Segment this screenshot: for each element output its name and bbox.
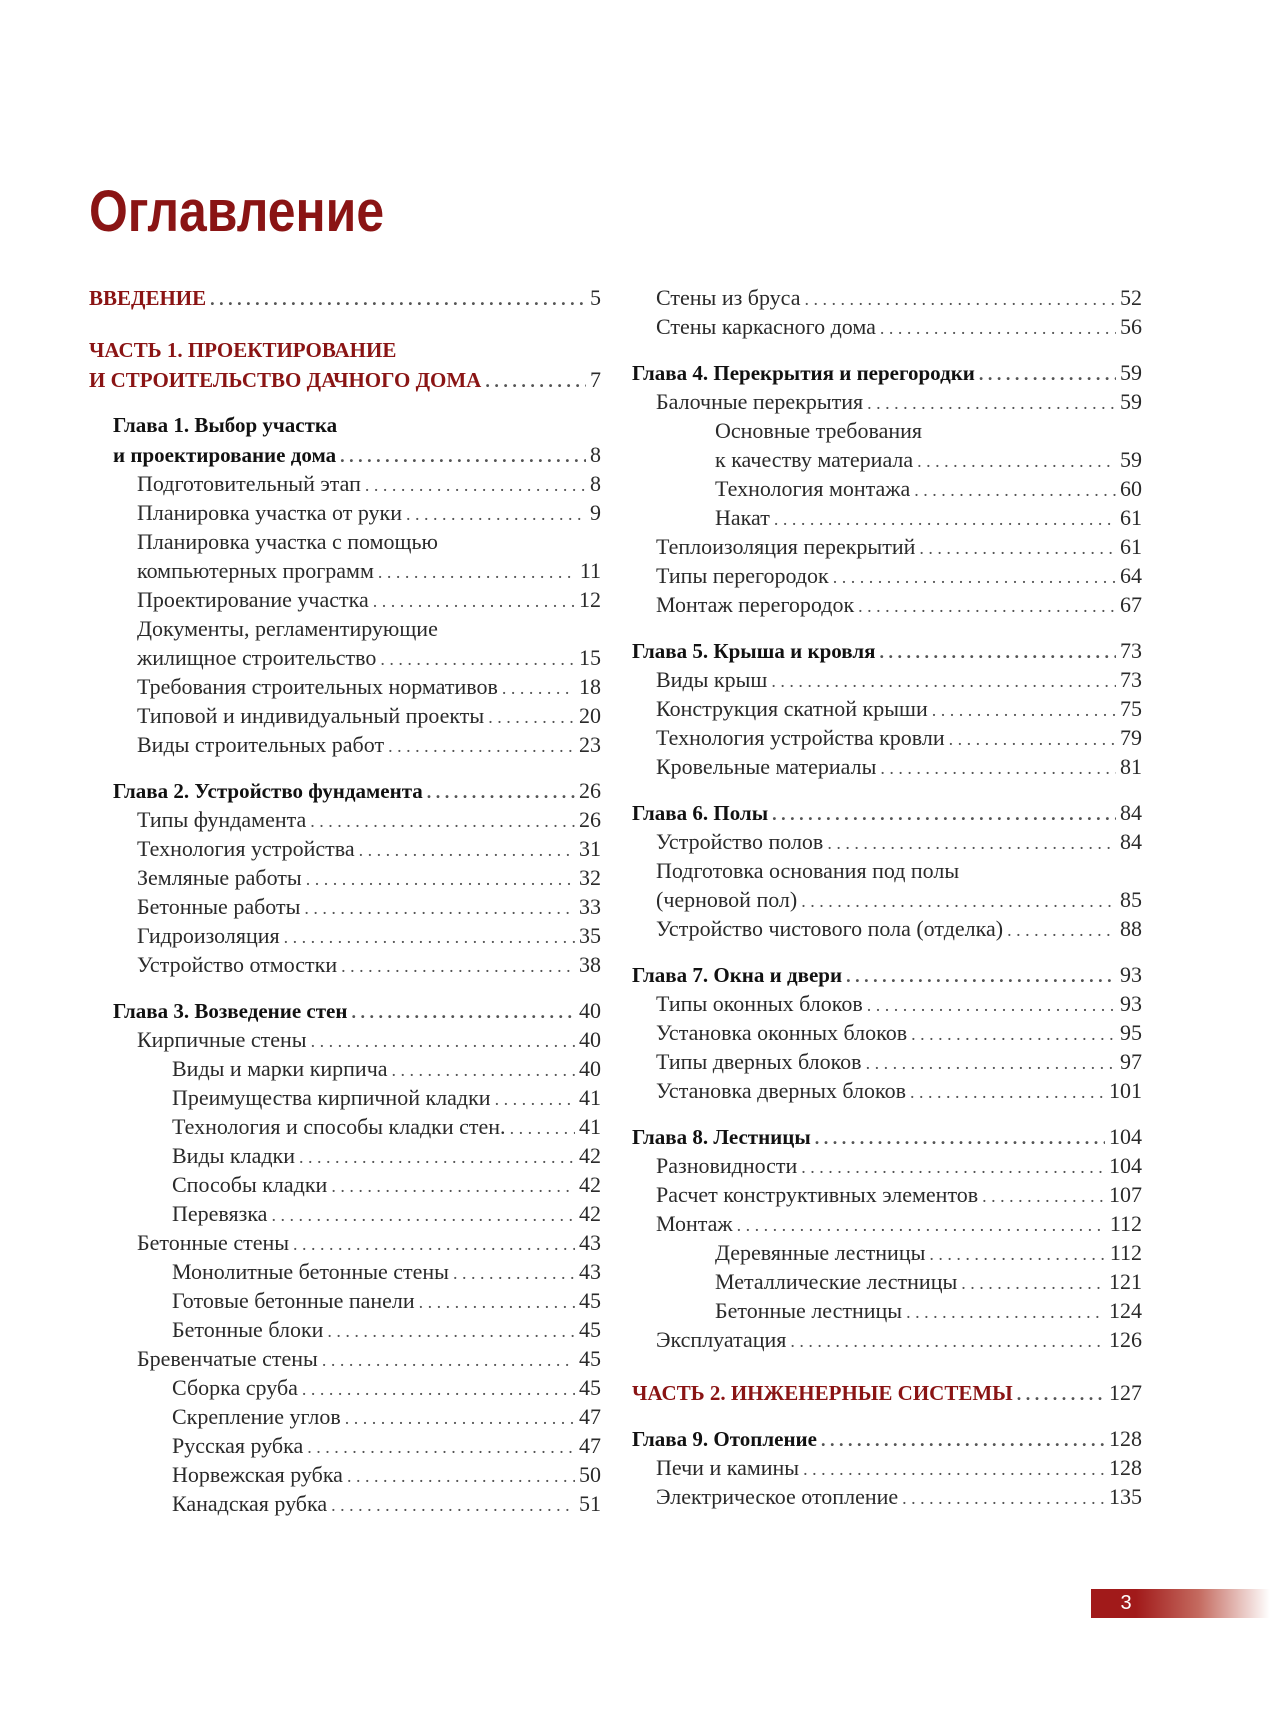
toc-entry-page: 38 [579, 952, 601, 977]
toc-entry-page: 51 [579, 1491, 601, 1516]
toc-entry[interactable] [632, 1180, 1142, 1209]
toc-entry-label: Кирпичные стены [137, 1027, 307, 1052]
toc-entry[interactable] [89, 283, 601, 312]
toc-entry-page: 124 [1109, 1298, 1142, 1323]
dot-leader [311, 1027, 575, 1056]
toc-entry[interactable] [632, 283, 1142, 312]
toc-entry-label: Виды крыш [656, 667, 768, 692]
toc-entry-label: Расчет конструктивных элементов [656, 1182, 979, 1207]
toc-entry-page: 5 [590, 285, 601, 310]
dot-leader [737, 1211, 1106, 1240]
toc-entry-label: Разновидности [656, 1153, 798, 1178]
toc-entry-page: 15 [579, 645, 601, 670]
toc-entry[interactable] [632, 694, 1142, 723]
toc-entry[interactable] [89, 805, 601, 834]
dot-leader [949, 725, 1116, 754]
toc-entry-page: 45 [579, 1346, 601, 1371]
dot-leader [293, 1230, 575, 1259]
toc-entry[interactable] [632, 960, 1142, 989]
toc-entry-page: 104 [1109, 1124, 1142, 1149]
dot-leader [867, 991, 1116, 1020]
toc-entry-label: Установка оконных блоков [656, 1020, 908, 1045]
dot-leader [392, 1056, 575, 1085]
toc-entry-label: Конструкция скатной крыши [656, 696, 928, 721]
toc-entry[interactable] [89, 1489, 601, 1518]
toc-entry[interactable] [89, 1083, 601, 1112]
toc-entry-label: Канадская рубка [172, 1491, 328, 1516]
dot-leader [919, 534, 1116, 563]
toc-entry-heading-line[interactable]: Основные требования [715, 418, 923, 443]
toc-entry-page: 47 [579, 1433, 601, 1458]
toc-entry[interactable] [89, 1141, 601, 1170]
dot-leader [488, 703, 575, 732]
toc-entry-label: ЧАСТЬ 2. ИНЖЕНЕРНЫЕ СИСТЕМЫ [632, 1381, 1013, 1405]
toc-entry-label: (черновой пол) [656, 887, 798, 912]
toc-entry-label: Установка дверных блоков [656, 1078, 906, 1103]
toc-entry-page: 42 [579, 1143, 601, 1168]
dot-leader [284, 923, 575, 952]
toc-entry[interactable] [89, 1228, 601, 1257]
dot-leader [979, 360, 1116, 389]
toc-entry-label: Скрепление углов [172, 1404, 341, 1429]
dot-leader [307, 1433, 575, 1462]
toc-entry-page: 18 [579, 674, 601, 699]
dot-leader [388, 732, 575, 761]
toc-entry-page: 73 [1120, 638, 1142, 663]
toc-entry-label: Гидроизоляция [137, 923, 280, 948]
toc-entry-page: 45 [579, 1288, 601, 1313]
toc-entry[interactable] [632, 590, 1142, 619]
toc-entry-label: Проектирование участка [137, 587, 369, 612]
toc-entry[interactable] [89, 1402, 601, 1431]
toc-entry-heading-line[interactable]: Документы, регламентирующие [137, 616, 438, 641]
toc-entry-page: 45 [579, 1317, 601, 1342]
toc-entry[interactable] [89, 892, 601, 921]
toc-entry-page: 59 [1120, 447, 1142, 472]
dot-leader [827, 829, 1116, 858]
dot-leader [771, 667, 1116, 696]
toc-entry-page: 20 [579, 703, 601, 728]
toc-entry-page: 50 [579, 1462, 601, 1487]
toc-entry[interactable] [89, 440, 601, 469]
dot-leader [1017, 1380, 1105, 1409]
toc-entry[interactable] [632, 636, 1142, 665]
dot-leader [914, 476, 1116, 505]
toc-entry-page: 81 [1120, 754, 1142, 779]
toc-entry[interactable] [632, 1325, 1142, 1354]
toc-entry-label: Типовой и индивидуальный проекты [137, 703, 485, 728]
toc-entry[interactable] [89, 498, 601, 527]
page-number: 3 [1120, 1592, 1132, 1614]
toc-entry-page: 7 [590, 367, 601, 392]
dot-leader [910, 1078, 1105, 1107]
toc-entry-label: Подготовительный этап [137, 471, 361, 496]
toc-entry-label: Глава 2. Устройство фундамента [113, 779, 423, 803]
toc-entry[interactable] [89, 585, 601, 614]
toc-entry[interactable] [632, 1122, 1142, 1151]
toc-entry-label: Технология монтажа [715, 476, 911, 501]
toc-entry-page: 26 [579, 807, 601, 832]
dot-leader [1007, 916, 1116, 945]
toc-entry-page: 40 [579, 998, 601, 1023]
toc-entry-label: Норвежская рубка [172, 1462, 343, 1487]
toc-entry-page: 45 [579, 1375, 601, 1400]
toc-entry[interactable] [632, 561, 1142, 590]
dot-leader [880, 754, 1116, 783]
toc-entry-label: Сборка сруба [172, 1375, 298, 1400]
toc-entry[interactable] [632, 1209, 1142, 1238]
toc-column-left [89, 283, 601, 1518]
toc-entry-page: 64 [1120, 563, 1142, 588]
toc-entry-page: 112 [1109, 1211, 1142, 1236]
toc-entry[interactable] [89, 1286, 601, 1315]
toc-entry-label: компьютерных программ [137, 558, 374, 583]
dot-leader [359, 836, 575, 865]
dot-leader [510, 1114, 575, 1143]
dot-leader [932, 696, 1116, 725]
dot-leader [271, 1201, 575, 1230]
toc-column-right [632, 283, 1142, 1511]
toc-entry-label: Стены каркасного дома [656, 314, 876, 339]
toc-entry-label: Монтаж перегородок [656, 592, 855, 617]
dot-leader [322, 1346, 575, 1375]
dot-leader [427, 778, 575, 807]
toc-entry-page: 67 [1120, 592, 1142, 617]
toc-entry-heading-line[interactable]: ЧАСТЬ 1. ПРОЕКТИРОВАНИЕ [89, 338, 397, 362]
toc-entry-label: Технология устройства кровли [656, 725, 945, 750]
toc-entry-heading-line[interactable]: Планировка участка с помощью [137, 529, 438, 554]
toc-entry-page: 47 [579, 1404, 601, 1429]
toc-entry-label: Типы оконных блоков [656, 991, 863, 1016]
toc-entry-label: Теплоизоляция перекрытий [656, 534, 916, 559]
toc-entry-label: Монолитные бетонные стены [172, 1259, 449, 1284]
toc-entry-page: 95 [1120, 1020, 1142, 1045]
dot-leader [341, 952, 575, 981]
toc-entry-page: 127 [1109, 1380, 1142, 1405]
dot-leader [373, 587, 575, 616]
dot-leader [502, 674, 575, 703]
dot-leader [331, 1172, 575, 1201]
toc-entry-label: Глава 6. Полы [632, 801, 769, 825]
dot-leader [867, 389, 1116, 418]
toc-entry-page: 59 [1120, 360, 1142, 385]
toc-entry-page: 112 [1109, 1240, 1142, 1265]
toc-entry[interactable] [89, 863, 601, 892]
dot-leader [772, 800, 1116, 829]
toc-entry-label: Глава 3. Возведение стен [113, 999, 348, 1023]
dot-leader [866, 1049, 1116, 1078]
toc-entry-page: 12 [579, 587, 601, 612]
toc-entry[interactable] [89, 1054, 601, 1083]
toc-entry-page: 121 [1109, 1269, 1142, 1294]
toc-entry-page: 126 [1109, 1327, 1142, 1352]
dot-leader [378, 558, 576, 587]
toc-entry-page: 42 [579, 1172, 601, 1197]
dot-leader [495, 1085, 575, 1114]
toc-entry[interactable] [632, 474, 1142, 503]
toc-entry-page: 97 [1120, 1049, 1142, 1074]
toc-entry[interactable] [632, 885, 1142, 914]
toc-entry[interactable] [89, 1112, 601, 1141]
toc-entry-page: 73 [1120, 667, 1142, 692]
toc-entry-page: 93 [1120, 962, 1142, 987]
toc-entry[interactable] [632, 1047, 1142, 1076]
toc-entry-page: 61 [1120, 534, 1142, 559]
toc-entry-label: Перевязка [172, 1201, 268, 1226]
toc-entry[interactable] [632, 827, 1142, 856]
toc-entry[interactable] [632, 1453, 1142, 1482]
dot-leader [879, 638, 1116, 667]
toc-entry-label: Глава 9. Отопление [632, 1427, 817, 1451]
toc-entry-page: 79 [1120, 725, 1142, 750]
toc-entry-page: 104 [1109, 1153, 1142, 1178]
dot-leader [815, 1124, 1105, 1153]
dot-leader [485, 367, 586, 396]
toc-entry[interactable] [632, 1151, 1142, 1180]
toc-entry-label: к качеству материала [715, 447, 914, 472]
toc-entry[interactable] [89, 834, 601, 863]
toc-entry-label: Земляные работы [137, 865, 302, 890]
toc-entry-label: Глава 7. Окна и двери [632, 963, 843, 987]
dot-leader [304, 894, 575, 923]
toc-entry-heading-line[interactable]: Подготовка основания под полы [656, 858, 960, 883]
toc-entry-page: 26 [579, 778, 601, 803]
toc-entry[interactable] [89, 1025, 601, 1054]
toc-entry-page: 41 [579, 1085, 601, 1110]
toc-entry-label: Глава 4. Перекрытия и перегородки [632, 361, 975, 385]
toc-entry[interactable] [632, 1238, 1142, 1267]
toc-entry-page: 128 [1109, 1426, 1142, 1451]
dot-leader [299, 1143, 575, 1172]
toc-entry-label: Балочные перекрытия [656, 389, 864, 414]
toc-entry-page: 52 [1120, 285, 1142, 310]
dot-leader [804, 285, 1116, 314]
toc-entry[interactable] [632, 1424, 1142, 1453]
toc-entry-heading-line[interactable]: Глава 1. Выбор участка [113, 413, 338, 437]
toc-entry-label: Глава 5. Крыша и кровля [632, 639, 876, 663]
toc-entry[interactable] [632, 312, 1142, 341]
dot-leader [801, 887, 1116, 916]
dot-leader [306, 865, 575, 894]
dot-leader [982, 1182, 1105, 1211]
toc-entry[interactable] [89, 556, 601, 585]
dot-leader [419, 1288, 575, 1317]
toc-entry-label: жилищное строительство [137, 645, 377, 670]
toc-entry-page: 43 [579, 1230, 601, 1255]
toc-entry[interactable] [632, 1482, 1142, 1511]
toc-entry[interactable] [632, 1296, 1142, 1325]
dot-leader [880, 314, 1116, 343]
toc-entry[interactable] [89, 730, 601, 759]
toc-entry-label: Устройство полов [656, 829, 824, 854]
toc-entry-page: 107 [1109, 1182, 1142, 1207]
toc-entry-page: 84 [1120, 800, 1142, 825]
toc-entry-page: 8 [590, 471, 601, 496]
dot-leader [906, 1298, 1105, 1327]
dot-leader [833, 563, 1116, 592]
toc-entry-label: Устройство отмостки [137, 952, 338, 977]
toc-entry[interactable] [632, 752, 1142, 781]
dot-leader [345, 1404, 575, 1433]
dot-leader [801, 1153, 1105, 1182]
toc-entry-page: 23 [579, 732, 601, 757]
toc-entry-page: 61 [1120, 505, 1142, 530]
toc-entry[interactable] [89, 1170, 601, 1199]
toc-entry-label: Деревянные лестницы [715, 1240, 926, 1265]
dot-leader [917, 447, 1116, 476]
toc-entry-label: Типы перегородок [656, 563, 829, 588]
dot-leader [327, 1317, 575, 1346]
toc-entry-label: Русская рубка [172, 1433, 304, 1458]
toc-entry-label: Эксплуатация [656, 1327, 787, 1352]
toc-entry[interactable] [89, 469, 601, 498]
toc-entry[interactable] [632, 1267, 1142, 1296]
dot-leader [347, 1462, 575, 1491]
dot-leader [774, 505, 1116, 534]
toc-entry-label: Виды и марки кирпича [172, 1056, 388, 1081]
dot-leader [406, 500, 586, 529]
toc-entry-label: Типы дверных блоков [656, 1049, 862, 1074]
toc-entry-page: 85 [1120, 887, 1142, 912]
toc-entry-label: Готовые бетонные панели [172, 1288, 415, 1313]
toc-entry[interactable] [89, 1257, 601, 1286]
toc-entry-label: И СТРОИТЕЛЬСТВО ДАЧНОГО ДОМА [89, 368, 482, 392]
toc-entry-label: ВВЕДЕНИЕ [89, 286, 207, 310]
toc-entry-page: 56 [1120, 314, 1142, 339]
dot-leader [911, 1020, 1116, 1049]
toc-entry-label: Бетонные блоки [172, 1317, 324, 1342]
dot-leader [302, 1375, 575, 1404]
dot-leader [803, 1455, 1105, 1484]
toc-entry-page: 128 [1109, 1455, 1142, 1480]
toc-entry-page: 40 [579, 1056, 601, 1081]
toc-entry-page: 35 [579, 923, 601, 948]
toc-entry-label: Виды кладки [172, 1143, 296, 1168]
toc-entry-label: Кровельные материалы [656, 754, 877, 779]
toc-entry[interactable] [632, 387, 1142, 416]
toc-entry-page: 32 [579, 865, 601, 890]
toc-entry-page: 84 [1120, 829, 1142, 854]
toc-entry[interactable] [89, 365, 601, 394]
dot-leader [961, 1269, 1105, 1298]
toc-entry[interactable] [632, 445, 1142, 474]
dot-leader [380, 645, 575, 674]
toc-entry-label: Планировка участка от руки [137, 500, 403, 525]
toc-entry-label: Бетонные лестницы [715, 1298, 903, 1323]
toc-entry-label: Устройство чистового пола (отделка) [656, 916, 1004, 941]
dot-leader [331, 1491, 575, 1520]
toc-entry[interactable] [632, 1018, 1142, 1047]
toc-entry-label: Бетонные стены [137, 1230, 290, 1255]
dot-leader [858, 592, 1116, 621]
toc-entry-label: и проектирование дома [113, 443, 337, 467]
toc-entry[interactable] [89, 1199, 601, 1228]
toc-entry[interactable] [89, 950, 601, 979]
toc-entry[interactable] [632, 358, 1142, 387]
toc-entry-page: 9 [590, 500, 601, 525]
toc-entry[interactable] [89, 1373, 601, 1402]
toc-entry[interactable] [632, 532, 1142, 561]
toc-entry-page: 11 [579, 558, 601, 583]
toc-entry-page: 41 [579, 1114, 601, 1139]
toc-entry-page: 33 [579, 894, 601, 919]
toc-entry-label: Стены из бруса [656, 285, 801, 310]
dot-leader [210, 285, 586, 314]
toc-entry-label: Накат [715, 505, 770, 530]
toc-entry[interactable] [89, 996, 601, 1025]
dot-leader [929, 1240, 1105, 1269]
toc-entry-page: 75 [1120, 696, 1142, 721]
dot-leader [351, 998, 575, 1027]
toc-entry-page: 40 [579, 1027, 601, 1052]
toc-entry[interactable] [632, 989, 1142, 1018]
toc-entry-label: Технология и способы кладки стен. [172, 1114, 506, 1139]
toc-entry[interactable] [89, 921, 601, 950]
toc-entry[interactable] [89, 1431, 601, 1460]
dot-leader [340, 442, 586, 471]
toc-entry-label: Печи и камины [656, 1455, 800, 1480]
toc-entry[interactable] [89, 1344, 601, 1373]
toc-entry[interactable] [632, 1378, 1142, 1407]
dot-leader [310, 807, 575, 836]
toc-entry-label: Металлические лестницы [715, 1269, 958, 1294]
toc-entry[interactable] [89, 776, 601, 805]
toc-entry-page: 59 [1120, 389, 1142, 414]
toc-entry[interactable] [632, 723, 1142, 752]
toc-entry-page: 43 [579, 1259, 601, 1284]
toc-entry-page: 135 [1109, 1484, 1142, 1509]
toc-entry-page: 42 [579, 1201, 601, 1226]
toc-entry[interactable] [632, 503, 1142, 532]
dot-leader [902, 1484, 1105, 1513]
toc-entry-label: Требования строительных нормативов [137, 674, 498, 699]
toc-entry[interactable] [89, 701, 601, 730]
dot-leader [846, 962, 1116, 991]
toc-entry-label: Глава 8. Лестницы [632, 1125, 811, 1149]
toc-entry[interactable] [632, 665, 1142, 694]
dot-leader [365, 471, 586, 500]
toc-entry-label: Технология устройства [137, 836, 355, 861]
toc-entry-label: Способы кладки [172, 1172, 328, 1197]
toc-entry[interactable] [89, 643, 601, 672]
toc-entry-page: 60 [1120, 476, 1142, 501]
page-title: Оглавление [89, 179, 385, 244]
dot-leader [821, 1426, 1105, 1455]
toc-entry[interactable] [89, 1460, 601, 1489]
toc-entry-label: Монтаж [656, 1211, 733, 1236]
toc-entry-label: Виды строительных работ [137, 732, 385, 757]
toc-entry-page: 93 [1120, 991, 1142, 1016]
toc-entry-page: 31 [579, 836, 601, 861]
toc-entry[interactable] [632, 798, 1142, 827]
toc-entry-label: Электрическое отопление [656, 1484, 899, 1509]
toc-entry-label: Преимущества кирпичной кладки [172, 1085, 491, 1110]
toc-entry[interactable] [89, 1315, 601, 1344]
dot-leader [790, 1327, 1105, 1356]
toc-entry-page: 8 [590, 442, 601, 467]
toc-entry-page: 88 [1120, 916, 1142, 941]
toc-entry-page: 101 [1109, 1078, 1142, 1103]
toc-entry-label: Типы фундамента [137, 807, 307, 832]
toc-entry-label: Бетонные работы [137, 894, 301, 919]
toc-entry[interactable] [632, 1076, 1142, 1105]
toc-entry-label: Бревенчатые стены [137, 1346, 318, 1371]
toc-entry[interactable] [89, 672, 601, 701]
toc-entry[interactable] [632, 914, 1142, 943]
dot-leader [453, 1259, 575, 1288]
